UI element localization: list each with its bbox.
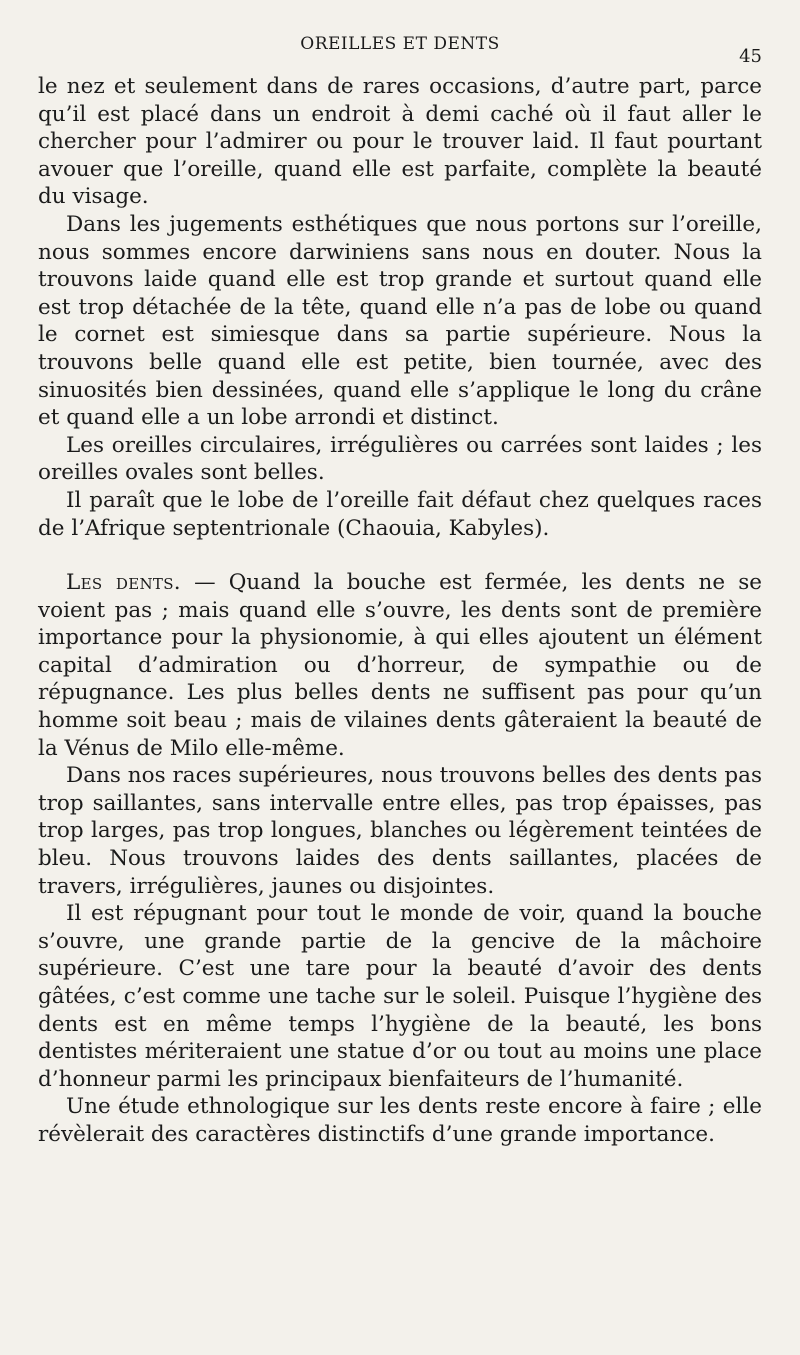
paragraph-teeth-ethnology: Une étude ethnologique sur les dents reste encore à faire ; elle révèlerait des caractères distinctifs d’une grande importance. <box>38 1094 762 1147</box>
paragraph-teeth-beauty: Dans nos races supérieures, nous trouvons belles des dents pas trop saillantes, sans intervalle entre elles, pas trop épaisses, pas trop larges, pas trop longues, blanches ou légèrement teintées de bleu. Nous trouvons laides des dents saillantes, placées de travers, irrégulières, jaunes ou disjointes. <box>38 763 762 899</box>
paragraph-ear-shapes: Les oreilles circulaires, irrégulières ou carrées sont laides ; les oreilles ovales sont belles. <box>38 432 762 486</box>
body-text <box>38 73 762 1149</box>
paragraph-teeth-intro-text: — Quand la bouche est fermée, les dents ne se voient pas ; mais quand elle s’ouvre, les dents sont de première importance pour la physionomie, à qui elles ajoutent un élément capital d’admiration ou d’horreur, de sympathie ou de répugnance. Les plus belles dents ne suffisent pas pour qu’un homme soit beau ; mais de vilaines dents gâteraient la beauté de la Vénus de Milo elle-même. <box>38 570 762 761</box>
paragraph-teeth-intro <box>38 569 762 762</box>
page-number: 45 <box>739 46 762 67</box>
paragraph-continuation: le nez et seulement dans de rares occasions, d’autre part, parce qu’il est placé dans un endroit à demi caché où il faut aller le chercher pour l’admirer ou pour le trouver laid. Il faut pourtant avouer que l’oreille, quand elle est parfaite, complète la beauté du visage. <box>38 74 762 210</box>
paragraph-teeth-hygiene: Il est répugnant pour tout le monde de voir, quand la bouche s’ouvre, une grande partie de la gencive de la mâchoire supérieure. C’est une tare pour la beauté d’avoir des dents gâtées, c’est comme une tache sur le soleil. Puisque l’hygiène des dents est en même temps l’hygiène de la beauté, les bons dentistes mériteraient une statue d’or ou tout au moins une place d’honneur parmi les principaux bienfaiteurs de l’humanité. <box>38 901 762 1092</box>
section-label-teeth: Les dents. <box>66 570 181 596</box>
running-title: OREILLES ET DENTS <box>300 34 500 54</box>
paragraph-ear-lobe: Il paraît que le lobe de l’oreille fait défaut chez quelques races de l’Afrique septentrionale (Chaouia, Kabyles). <box>38 487 762 541</box>
paragraph-ear-judgements: Dans les jugements esthétiques que nous portons sur l’oreille, nous sommes encore darwiniens sans nous en douter. Nous la trouvons laide quand elle est trop grande et surtout quand elle est trop détachée de la tête, quand elle n’a pas de lobe ou quand le cornet est simiesque dans sa partie supérieure. Nous la trouvons belle quand elle est petite, bien tournée, avec des sinuosités bien dessinées, quand elle s’applique le long du crâne et quand elle a un lobe arrondi et distinct. <box>38 211 762 431</box>
